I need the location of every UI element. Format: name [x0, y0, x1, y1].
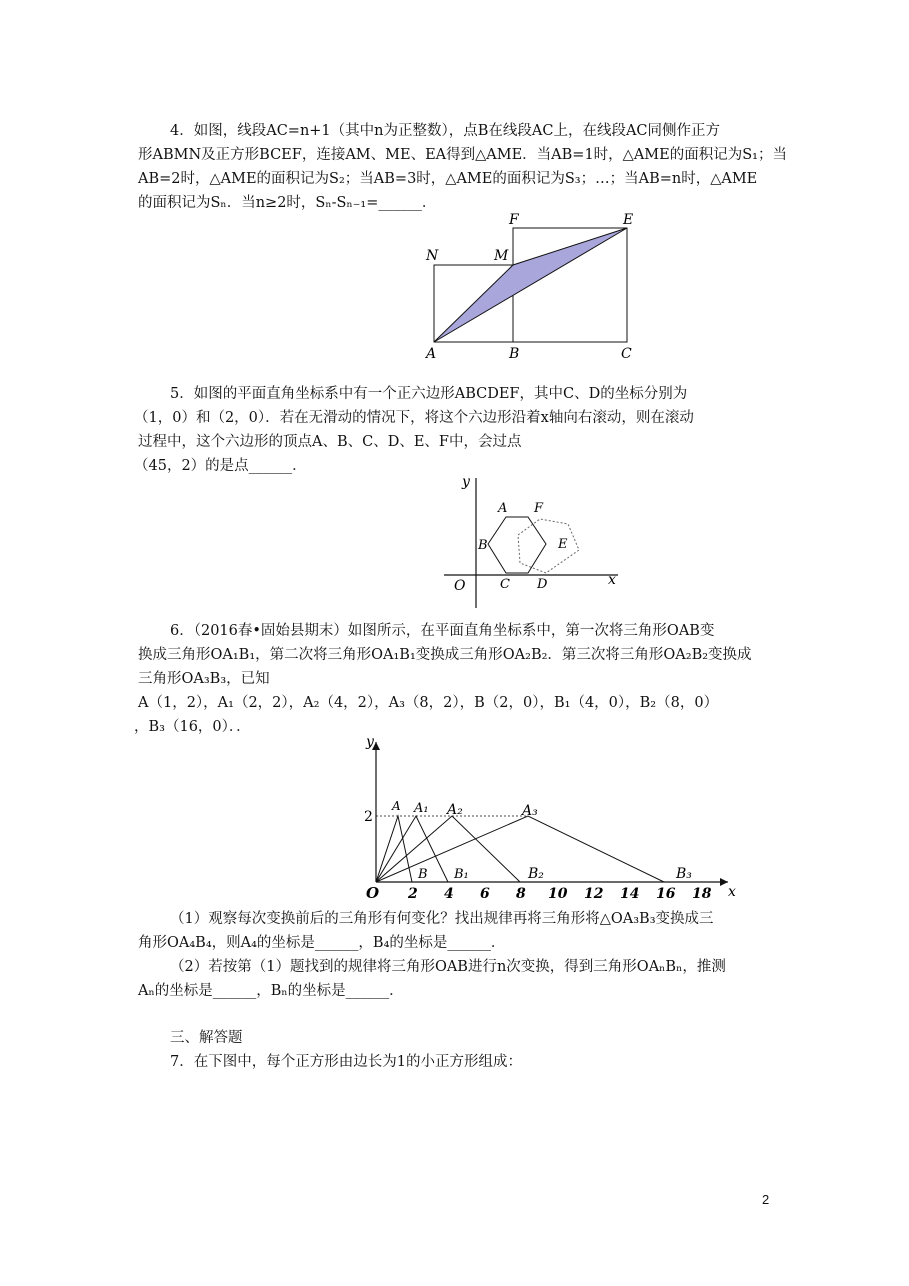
label-b2: B₂ — [528, 866, 544, 882]
triangle-oab — [376, 816, 412, 882]
p6-q1-line-1: （1）观察每次变换前后的三角形有何变化？找出规律再将三角形将△OA₃B₃变换成三 — [170, 911, 714, 927]
label-a: A — [498, 501, 508, 516]
p5-line-4: （45，2）的是点______． — [134, 458, 307, 474]
p5-line-2: （1，0）和（2，0）．若在无滑动的情况下，将这个六边形沿着x轴向右滚动，则在滚动 — [134, 410, 694, 426]
label-b1: B₁ — [454, 867, 469, 882]
label-b: B — [418, 867, 428, 882]
triangle-ame — [434, 228, 627, 342]
tick-18: 18 — [692, 886, 712, 902]
label-o: O — [366, 884, 380, 902]
label-c: C — [621, 346, 632, 362]
label-f: F — [509, 212, 519, 228]
label-x: x — [608, 572, 616, 588]
tick-8: 8 — [516, 886, 526, 902]
p4-line-4: 的面积记为Sₙ．当n≥2时，Sₙ-Sₙ₋₁=______． — [138, 195, 437, 211]
rolled-hexagon-dashed — [518, 519, 579, 573]
label-y: y — [366, 734, 374, 750]
label-a: A — [392, 799, 401, 813]
p5-line-1: 5．如图的平面直角坐标系中有一个正六边形ABCDEF，其中C、D的坐标分别为 — [170, 386, 688, 402]
label-2: 2 — [364, 809, 373, 825]
p4-squares-figure — [418, 208, 650, 366]
p6-q1-line-2: 角形OA₄B₄，则A₄的坐标是______，B₄的坐标是______． — [138, 935, 506, 951]
p4-line-1: 4．如图，线段AC=n+1（其中n为正整数），点B在线段AC上，在线段AC同侧作正方 — [170, 123, 721, 139]
p4-line-3: AB=2时，△AME的面积记为S₂；当AB=3时，△AME的面积记为S₃；…；当AB=n时，△AME — [138, 171, 758, 187]
tick-14: 14 — [620, 886, 640, 902]
label-x: x — [728, 884, 736, 900]
tick-10: 10 — [548, 886, 568, 902]
p6-q2-line-1: （2）若按第（1）题找到的规律将三角形OAB进行n次变换，得到三角形OAₙBₙ，推测 — [170, 959, 726, 975]
label-a: A — [426, 346, 437, 362]
label-b: B — [478, 538, 488, 553]
p6-triangles-figure — [356, 732, 746, 904]
p5-line-3: 过程中，这个六边形的顶点A、B、C、D、E、F中，会过点 — [138, 434, 522, 450]
p4-line-2: 形ABMN及正方形BCEF，连接AM、ME、EA得到△AME．当AB=1时，△AME的面积记为S₁；当 — [138, 147, 787, 163]
p6-line-1: 6．（2016春•固始县期末）如图所示，在平面直角坐标系中，第一次将三角形OAB变 — [170, 623, 715, 639]
section-heading: 三、解答题 — [170, 1030, 243, 1046]
label-m: M — [494, 248, 509, 264]
tick-2: 2 — [408, 886, 418, 902]
page-number: 2 — [762, 1192, 770, 1207]
p6-line-4: A（1，2），A₁（2，2），A₂（4，2），A₃（8，2），B（2，0），B₁（4，0），B₂（8，0） — [138, 695, 719, 711]
label-b3: B₃ — [676, 866, 692, 882]
label-e: E — [623, 212, 634, 228]
p6-line-5: ，B₃（16，0）．． — [134, 719, 251, 735]
hexagon-abcdef — [488, 517, 546, 573]
label-n: N — [426, 248, 439, 264]
label-y: y — [462, 474, 470, 490]
label-d: D — [537, 577, 548, 592]
x-tick-labels — [407, 886, 712, 902]
p7-line-1: 7．在下图中，每个正方形由边长为1的小正方形组成： — [170, 1054, 522, 1070]
p6-line-3: 三角形OA₃B₃，已知 — [138, 671, 270, 687]
tick-12: 12 — [584, 886, 604, 902]
label-f: F — [534, 501, 544, 516]
tick-16: 16 — [656, 886, 676, 902]
label-b: B — [509, 346, 520, 362]
p5-hexagon-figure — [436, 470, 626, 610]
label-o: O — [454, 578, 466, 594]
tick-4: 4 — [444, 886, 454, 902]
label-a3: A₃ — [522, 803, 538, 819]
p6-q2-line-2: Aₙ的坐标是______，Bₙ的坐标是______． — [138, 983, 404, 999]
label-e: E — [558, 537, 568, 552]
p6-line-2: 换成三角形OA₁B₁，第二次将三角形OA₁B₁变换成三角形OA₂B₂．第三次将三角形OA₂B₂变换成 — [138, 647, 752, 663]
label-a1: A₁ — [414, 801, 429, 816]
label-a2: A₂ — [447, 802, 463, 818]
label-c: C — [500, 577, 510, 592]
tick-6: 6 — [480, 886, 490, 902]
